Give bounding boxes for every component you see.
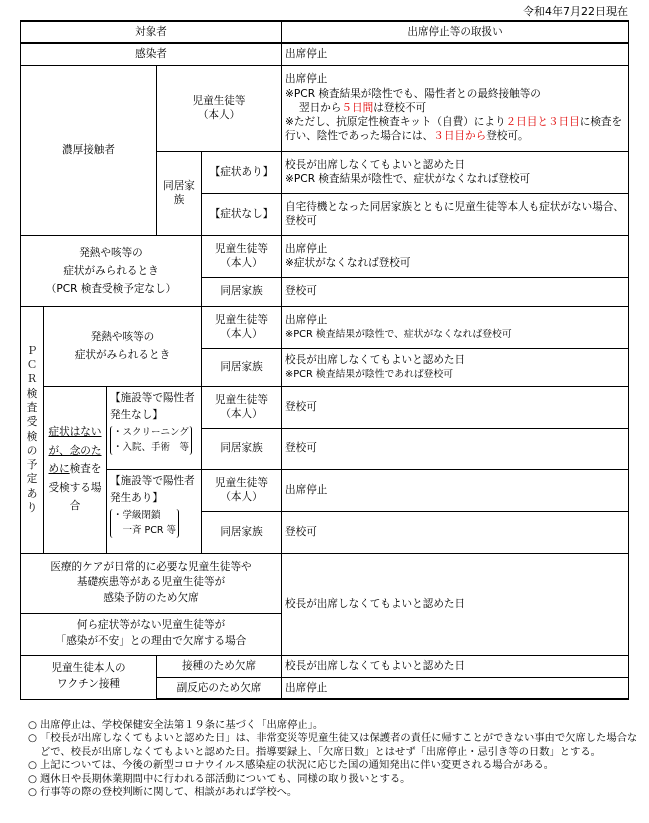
value-line: 出席停止 bbox=[285, 314, 328, 327]
footnotes bbox=[28, 719, 638, 799]
header-treatment: 出席停止等の取扱い bbox=[282, 21, 629, 43]
facility-no-label: 【施設等で陽性者発生なし】 bbox=[110, 391, 195, 421]
nosym-rest: 検査を受検する場合 bbox=[48, 463, 102, 513]
row-value-infected: 出席停止 bbox=[282, 43, 629, 65]
nosym-underlined: 症状はないが、念のために bbox=[48, 426, 102, 476]
pcr-nosym-label bbox=[44, 386, 107, 553]
fever-no-pcr-student-value bbox=[282, 235, 629, 277]
value-line: ※症状がなくなれば登校可 bbox=[285, 257, 411, 269]
facility-no-family-value: 登校可 bbox=[282, 428, 629, 469]
table-row bbox=[21, 469, 629, 511]
note-text: 週休日や長期休業期間中に行われる部活動についても、同様の取り扱いとする。 bbox=[40, 772, 411, 785]
fever-no-pcr-family-label: 同居家族 bbox=[202, 277, 282, 306]
close-contact-student-label: 児童生徒等 （本人） bbox=[157, 65, 282, 151]
facility-yes-student-label: 児童生徒等 （本人） bbox=[202, 469, 282, 511]
value-line: 校長が出席しなくてもよいと認めた日 bbox=[285, 354, 466, 367]
table-row bbox=[21, 235, 629, 277]
vaccine-row2-value: 出席停止 bbox=[282, 677, 629, 699]
fever-no-pcr-family-value: 登校可 bbox=[282, 277, 629, 306]
facility-no-family-label: 同居家族 bbox=[202, 428, 282, 469]
header-target: 対象者 bbox=[21, 21, 282, 43]
facility-yes-cell bbox=[107, 469, 202, 553]
note-bullet: ○ bbox=[28, 785, 37, 798]
pcr-vertical-label bbox=[21, 306, 44, 553]
medical-care-value: 校長が出席しなくてもよいと認めた日 bbox=[282, 553, 629, 655]
facility-yes-family-label: 同居家族 bbox=[202, 511, 282, 553]
pcr-fever-family-label: 同居家族 bbox=[202, 348, 282, 386]
row-label-close-contact: 濃厚接触者 bbox=[21, 65, 157, 235]
footnote bbox=[28, 732, 638, 759]
facility-no-examples: ・スクリーニング ・入院、手術 等 bbox=[110, 426, 192, 455]
value-line: ※PCR 検査結果が陰性で、症状がなくなれば登校可 bbox=[285, 173, 531, 185]
student-value-line bbox=[285, 87, 625, 101]
student-value-line: 出席停止 bbox=[285, 73, 328, 86]
close-contact-student-value bbox=[282, 65, 629, 151]
table-header-row bbox=[21, 21, 629, 43]
pcr-fever-student-value bbox=[282, 306, 629, 348]
note-bullet: ○ bbox=[28, 772, 37, 785]
pcr-fever-label: 発熱や咳等の 症状がみられるとき bbox=[44, 306, 202, 386]
text-span: は登校不可 bbox=[373, 101, 427, 114]
footnote bbox=[28, 773, 638, 786]
student-value-line bbox=[285, 101, 625, 115]
vaccine-row1-label: 接種のため欠席 bbox=[157, 655, 282, 677]
pcr-fever-family-value bbox=[282, 348, 629, 386]
note-text: 「校長が出席しなくてもよいと認めた日」は、非常変災等児童生徒又は保護者の責任に帰すことができない事由で欠席した場合などで、校長が出席しなくてもよいと認めた日。指導要録上、「欠席日数」とはせず「出席停止・忌引き等の日数」とする。 bbox=[40, 732, 638, 758]
vaccine-row1-value: 校長が出席しなくてもよいと認めた日 bbox=[282, 655, 629, 677]
student-value-line bbox=[285, 115, 625, 144]
red-emphasis: ５日間 bbox=[341, 101, 374, 114]
row-label-infected: 感染者 bbox=[21, 43, 282, 65]
table-row bbox=[21, 655, 629, 677]
family-symptom-no-label: 【症状なし】 bbox=[202, 193, 282, 235]
facility-yes-examples: ・学級閉鎖 一斉 PCR 等 bbox=[110, 509, 179, 538]
text-span: ※ただし、抗原定性検査キット（自費）により bbox=[285, 116, 506, 129]
as-of-date: 令和4年7月22日現在 bbox=[523, 5, 628, 18]
facility-no-cell bbox=[107, 386, 202, 469]
table-row bbox=[21, 386, 629, 428]
text-span: 翌日から bbox=[299, 101, 342, 114]
text-span: に検査を行い、陰性であった場合には、 bbox=[285, 116, 623, 143]
footnote bbox=[28, 719, 638, 732]
red-emphasis: ３日目から bbox=[433, 130, 487, 143]
note-text: 出席停止は、学校保健安全法第１９条に基づく「出席停止」。 bbox=[40, 719, 324, 731]
table-row bbox=[21, 306, 629, 348]
facility-no-student-value: 登校可 bbox=[282, 386, 629, 428]
facility-no-student-label: 児童生徒等 （本人） bbox=[202, 386, 282, 428]
vaccine-label: 児童生徒本人の ワクチン接種 bbox=[21, 655, 157, 699]
anxiety-absence-label: 何ら症状等がない児童生徒等が 「感染が不安」との理由で欠席する場合 bbox=[21, 613, 282, 655]
value-line: ※PCR 検査結果が陰性であれば登校可 bbox=[285, 368, 454, 380]
facility-yes-family-value: 登校可 bbox=[282, 511, 629, 553]
note-text: 行事等の際の登校判断に関して、相談があれば学校へ。 bbox=[40, 785, 298, 798]
facility-yes-label: 【施設等で陽性者発生あり】 bbox=[110, 474, 195, 504]
note-bullet: ○ bbox=[28, 759, 37, 772]
value-line: 出席停止 bbox=[285, 242, 328, 255]
attendance-table bbox=[20, 20, 629, 700]
footnote bbox=[28, 759, 638, 772]
value-line: 校長が出席しなくてもよいと認めた日 bbox=[285, 158, 466, 171]
row-label-fever-no-pcr: 発熱や咳等の 症状がみられるとき （PCR 検査受検予定なし） bbox=[21, 235, 202, 306]
table-row bbox=[21, 553, 629, 613]
text-span: 登校可。 bbox=[486, 130, 529, 143]
text-span: ※PCR 検査結果が陰性でも、陽性者との最終接触等の bbox=[285, 87, 541, 100]
red-emphasis: ２日目と３日目 bbox=[505, 116, 580, 129]
pcr-vertical-text: Ｐ Ｃ Ｒ 検 査 受 検 の 予 定 あ り bbox=[26, 344, 38, 514]
pcr-fever-student-label: 児童生徒等 （本人） bbox=[202, 306, 282, 348]
note-bullet: ○ bbox=[28, 719, 37, 731]
family-symptom-yes-value bbox=[282, 151, 629, 193]
fever-no-pcr-student-label: 児童生徒等 （本人） bbox=[202, 235, 282, 277]
table-row bbox=[21, 65, 629, 151]
value-line: ※PCR 検査結果が陰性で、症状がなくなれば登校可 bbox=[285, 328, 512, 340]
family-symptom-yes-label: 【症状あり】 bbox=[202, 151, 282, 193]
medical-care-label: 医療的ケアが日常的に必要な児童生徒等や 基礎疾患等がある児童生徒等が 感染予防のため欠席 bbox=[21, 553, 282, 613]
table-row bbox=[21, 43, 629, 65]
footnote bbox=[28, 786, 638, 799]
vaccine-row2-label: 副反応のため欠席 bbox=[157, 677, 282, 699]
facility-yes-student-value: 出席停止 bbox=[282, 469, 629, 511]
note-bullet: ○ bbox=[28, 732, 37, 745]
note-text: 上記については、今後の新型コロナウイルス感染症の状況に応じた国の通知発出に伴い変更される場合がある。 bbox=[40, 759, 555, 772]
family-symptom-no-value: 自宅待機となった同居家族とともに児童生徒等本人も症状がない場合、登校可 bbox=[282, 193, 629, 235]
close-contact-family-label: 同居家族 bbox=[157, 151, 202, 235]
